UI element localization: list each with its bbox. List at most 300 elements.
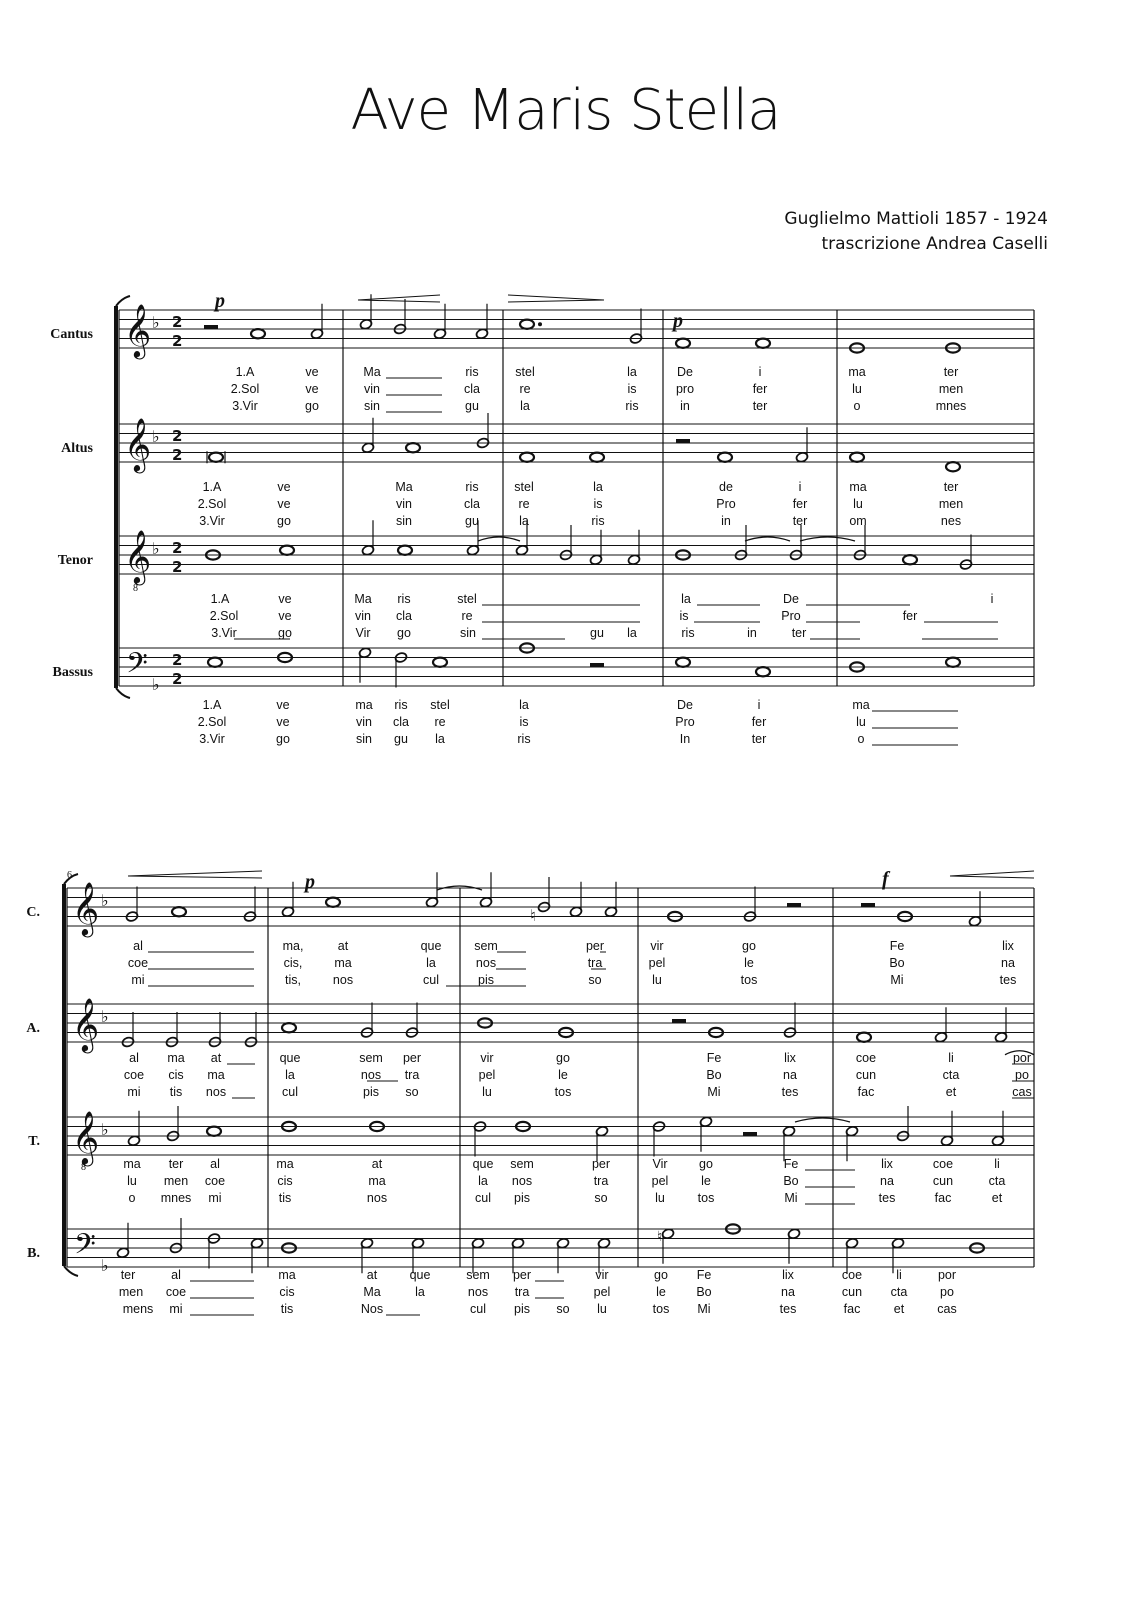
lyric-cantus-verse3: o bbox=[853, 399, 861, 413]
composer-line: Guglielmo Mattioli 1857 - 1924 bbox=[784, 209, 1048, 229]
lyric-altus-verse2: men bbox=[938, 497, 964, 511]
crescendo-hairpin bbox=[358, 295, 440, 300]
lyric-cantus-verse3: mnes bbox=[935, 399, 967, 413]
tenor-octave-mark: 8 bbox=[81, 1162, 86, 1173]
lyric-altus-verse2: ma bbox=[207, 1068, 225, 1082]
lyric-altus-verse2: lu bbox=[853, 497, 863, 511]
lyric-altus-verse2: le bbox=[558, 1068, 568, 1082]
lyric-altus-verse2: cun bbox=[855, 1068, 877, 1082]
treble-clef-icon: 𝄞 bbox=[124, 529, 152, 583]
lyric-bassus-verse2: ve bbox=[276, 715, 290, 729]
key-flat-icon: ♭ bbox=[152, 675, 160, 694]
time-signature-bottom: 2 bbox=[172, 670, 183, 688]
lyric-bassus-verse2: 2.Sol bbox=[197, 715, 227, 729]
lyric-altus-verse1: at bbox=[210, 1051, 222, 1065]
lyric-bassus-verse3: tos bbox=[652, 1302, 670, 1316]
lyric-altus-verse3: tos bbox=[554, 1085, 572, 1099]
lyric-bassus-verse2: na bbox=[781, 1285, 795, 1299]
lyric-altus-verse1: que bbox=[279, 1051, 301, 1065]
lyric-cantus-verse2: ma bbox=[334, 956, 352, 970]
lyric-cantus-verse1: lix bbox=[1002, 939, 1014, 953]
whole-note bbox=[520, 453, 534, 462]
lyric-bassus-verse2: la bbox=[415, 1285, 425, 1299]
lyric-bassus-verse3: tis bbox=[280, 1302, 294, 1316]
half-rest bbox=[676, 439, 690, 443]
tie bbox=[795, 1118, 850, 1122]
lyric-bassus-verse2: cta bbox=[890, 1285, 908, 1299]
lyric-bassus-verse3: ris bbox=[517, 732, 531, 746]
lyric-altus-verse2: pel bbox=[478, 1068, 496, 1082]
lyric-cantus-verse3: tes bbox=[999, 973, 1017, 987]
lyric-tenor-verse2: pel bbox=[651, 1174, 669, 1188]
lyric-altus-verse1: lix bbox=[784, 1051, 796, 1065]
lyric-bassus-verse2: cis bbox=[279, 1285, 295, 1299]
lyric-cantus-verse2: cla bbox=[464, 382, 480, 396]
lyric-tenor-verse2: men bbox=[163, 1174, 189, 1188]
crescendo-hairpin bbox=[128, 876, 262, 878]
lyric-bassus-verse1: ma bbox=[852, 698, 870, 712]
lyric-bassus-verse1: lix bbox=[782, 1268, 794, 1282]
lyric-tenor-verse1: at bbox=[371, 1157, 383, 1171]
lyric-bassus-verse1: ris bbox=[394, 698, 408, 712]
lyric-bassus-verse1: sem bbox=[466, 1268, 490, 1282]
lyric-cantus-verse3: in bbox=[680, 399, 690, 413]
lyric-bassus-verse1: por bbox=[937, 1268, 957, 1282]
tenor-octave-mark: 8 bbox=[133, 583, 138, 594]
lyric-cantus-verse2: 2.Sol bbox=[230, 382, 260, 396]
lyric-bassus-verse3: la bbox=[435, 732, 445, 746]
lyric-bassus-verse3: In bbox=[679, 732, 691, 746]
lyric-bassus-verse3: sin bbox=[356, 732, 372, 746]
lyric-altus-verse1: per bbox=[402, 1051, 422, 1065]
lyric-cantus-verse1: ris bbox=[465, 365, 479, 379]
lyric-bassus-verse1: go bbox=[654, 1268, 668, 1282]
lyric-altus-verse3: Mi bbox=[707, 1085, 721, 1099]
lyric-tenor-verse2: re bbox=[461, 609, 473, 623]
lyric-tenor-verse1: go bbox=[699, 1157, 713, 1171]
lyric-tenor-verse3: la bbox=[627, 626, 637, 640]
lyric-tenor-verse1: la bbox=[681, 592, 691, 606]
lyric-bassus-verse3: lu bbox=[597, 1302, 607, 1316]
lyric-cantus-verse3: ter bbox=[752, 399, 768, 413]
lyric-tenor-verse3: tos bbox=[697, 1191, 715, 1205]
lyric-cantus-verse3: go bbox=[305, 399, 319, 413]
lyric-cantus-verse1: al bbox=[133, 939, 143, 953]
lyric-cantus-verse1: que bbox=[420, 939, 442, 953]
whole-note bbox=[590, 453, 604, 462]
lyric-cantus-verse1: go bbox=[742, 939, 756, 953]
lyric-bassus-verse1: i bbox=[757, 698, 761, 712]
lyric-cantus-verse3: tis, bbox=[285, 973, 301, 987]
lyric-tenor-verse3: gu bbox=[590, 626, 604, 640]
lyric-bassus-verse1: ve bbox=[276, 698, 290, 712]
lyric-tenor-verse2: cta bbox=[988, 1174, 1006, 1188]
lyric-bassus-verse1: que bbox=[409, 1268, 431, 1282]
lyric-bassus-verse2: coe bbox=[165, 1285, 187, 1299]
lyric-cantus-verse2: ve bbox=[305, 382, 319, 396]
lyric-altus-verse3: et bbox=[945, 1085, 957, 1099]
lyric-tenor-verse2: 2.Sol bbox=[209, 609, 239, 623]
lyric-tenor-verse2: lu bbox=[127, 1174, 137, 1188]
lyric-tenor-verse2: coe bbox=[204, 1174, 226, 1188]
lyric-bassus-verse1: al bbox=[171, 1268, 181, 1282]
lyric-altus-verse2: na bbox=[783, 1068, 797, 1082]
lyric-bassus-verse1: ma bbox=[278, 1268, 296, 1282]
lyric-tenor-verse2: la bbox=[478, 1174, 488, 1188]
lyric-cantus-verse1: Fe bbox=[889, 939, 905, 953]
decrescendo-hairpin bbox=[508, 295, 604, 300]
lyric-bassus-verse3: ter bbox=[751, 732, 767, 746]
lyric-bassus-verse3: fac bbox=[843, 1302, 861, 1316]
lyric-bassus-verse2: tra bbox=[514, 1285, 530, 1299]
lyric-bassus-verse2: cun bbox=[841, 1285, 863, 1299]
lyric-tenor-verse1: al bbox=[210, 1157, 220, 1171]
tie bbox=[478, 537, 520, 541]
lyric-bassus-verse3: mens bbox=[122, 1302, 154, 1316]
lyric-tenor-verse2: cis bbox=[277, 1174, 293, 1188]
voice-label-short: T. bbox=[28, 1134, 40, 1149]
dot bbox=[538, 322, 542, 326]
key-flat-icon: ♭ bbox=[152, 427, 160, 446]
lyric-cantus-verse1: i bbox=[758, 365, 762, 379]
lyric-bassus-verse3: o bbox=[857, 732, 865, 746]
natural-accidental-icon: ♮ bbox=[657, 1229, 663, 1245]
transcriber-line: trascrizione Andrea Caselli bbox=[821, 234, 1048, 254]
half-rest bbox=[590, 663, 604, 667]
lyric-cantus-verse1: vir bbox=[650, 939, 664, 953]
lyric-bassus-verse3: cul bbox=[470, 1302, 486, 1316]
lyric-tenor-verse1: Fe bbox=[783, 1157, 799, 1171]
lyric-tenor-verse2: ve bbox=[278, 609, 292, 623]
lyric-bassus-verse1: Fe bbox=[696, 1268, 712, 1282]
lyric-altus-verse1: 1.A bbox=[202, 480, 222, 494]
half-rest bbox=[204, 325, 218, 329]
lyric-bassus-verse2: re bbox=[434, 715, 446, 729]
lyric-tenor-verse2: ma bbox=[368, 1174, 386, 1188]
lyric-altus-verse1: Fe bbox=[706, 1051, 722, 1065]
lyric-tenor-verse2: tra bbox=[593, 1174, 609, 1188]
lyric-cantus-verse3: la bbox=[520, 399, 530, 413]
lyric-bassus-verse3: gu bbox=[394, 732, 408, 746]
lyric-bassus-verse2: nos bbox=[467, 1285, 489, 1299]
lyric-tenor-verse3: tes bbox=[878, 1191, 896, 1205]
lyric-tenor-verse3: cul bbox=[475, 1191, 491, 1205]
lyric-bassus-verse3: go bbox=[276, 732, 290, 746]
lyric-altus-verse2: coe bbox=[123, 1068, 145, 1082]
lyric-cantus-verse2: fer bbox=[752, 382, 768, 396]
lyric-altus-verse3: fac bbox=[857, 1085, 875, 1099]
tie bbox=[745, 537, 790, 541]
lyric-bassus-verse1: per bbox=[512, 1268, 532, 1282]
lyric-bassus-verse2: vin bbox=[356, 715, 372, 729]
lyric-altus-verse2: cta bbox=[942, 1068, 960, 1082]
lyric-cantus-verse2: cis, bbox=[283, 956, 303, 970]
lyric-bassus-verse2: po bbox=[940, 1285, 954, 1299]
time-signature-bottom: 2 bbox=[172, 332, 183, 350]
lyric-altus-verse3: tis bbox=[169, 1085, 183, 1099]
lyric-tenor-verse1: stel bbox=[457, 592, 477, 606]
whole-note bbox=[406, 443, 420, 452]
lyric-tenor-verse2: cla bbox=[396, 609, 412, 623]
lyric-cantus-verse3: ris bbox=[625, 399, 639, 413]
lyric-cantus-verse3: lu bbox=[652, 973, 662, 987]
lyric-bassus-verse1: coe bbox=[841, 1268, 863, 1282]
voice-label-short: A. bbox=[26, 1021, 40, 1036]
lyric-tenor-verse1: i bbox=[990, 592, 994, 606]
treble-clef-icon: 𝄞 bbox=[124, 417, 152, 471]
lyric-altus-verse2: cla bbox=[464, 497, 480, 511]
lyric-tenor-verse2: vin bbox=[355, 609, 371, 623]
lyric-altus-verse3: la bbox=[519, 514, 529, 528]
half-rest bbox=[743, 1132, 757, 1136]
lyric-bassus-verse3: cas bbox=[937, 1302, 957, 1316]
breve-note bbox=[209, 453, 223, 462]
lyric-altus-verse3: nos bbox=[205, 1085, 227, 1099]
lyric-cantus-verse2: na bbox=[1001, 956, 1015, 970]
key-flat-icon: ♭ bbox=[101, 891, 109, 910]
lyric-bassus-verse1: li bbox=[896, 1268, 902, 1282]
lyric-bassus-verse3: et bbox=[893, 1302, 905, 1316]
lyric-bassus-verse1: ma bbox=[355, 698, 373, 712]
lyric-cantus-verse1: ma bbox=[848, 365, 866, 379]
whole-note bbox=[756, 339, 770, 348]
lyric-tenor-verse3: et bbox=[991, 1191, 1003, 1205]
lyric-bassus-verse2: is bbox=[519, 715, 529, 729]
lyric-altus-verse3: in bbox=[721, 514, 731, 528]
lyric-tenor-verse3: tis bbox=[278, 1191, 292, 1205]
time-signature-top: 2 bbox=[172, 313, 183, 331]
lyric-cantus-verse2: le bbox=[744, 956, 754, 970]
lyric-tenor-verse1: De bbox=[783, 592, 799, 606]
lyric-altus-verse2: cis bbox=[168, 1068, 184, 1082]
time-signature-top: 2 bbox=[172, 539, 183, 557]
lyric-tenor-verse1: ma bbox=[123, 1157, 141, 1171]
lyric-cantus-verse3: so bbox=[588, 973, 602, 987]
lyric-altus-verse1: stel bbox=[514, 480, 534, 494]
lyric-bassus-verse2: Bo bbox=[696, 1285, 712, 1299]
lyric-cantus-verse2: nos bbox=[475, 956, 497, 970]
lyric-cantus-verse1: at bbox=[337, 939, 349, 953]
lyric-altus-verse1: al bbox=[129, 1051, 139, 1065]
lyric-cantus-verse2: pro bbox=[675, 382, 695, 396]
whole-note bbox=[857, 1033, 871, 1042]
lyric-cantus-verse2: re bbox=[519, 382, 531, 396]
voice-label-bassus: Bassus bbox=[52, 665, 93, 680]
treble-clef-icon: 𝄞 bbox=[72, 881, 100, 935]
lyric-altus-verse2: Pro bbox=[716, 497, 736, 511]
lyric-tenor-verse2: cun bbox=[932, 1174, 954, 1188]
lyric-cantus-verse3: gu bbox=[465, 399, 479, 413]
voice-label-cantus: Cantus bbox=[50, 327, 93, 342]
bass-clef-icon: 𝄢 bbox=[74, 1228, 96, 1268]
lyric-cantus-verse2: men bbox=[938, 382, 964, 396]
lyric-bassus-verse1: 1.A bbox=[202, 698, 222, 712]
lyric-tenor-verse1: per bbox=[591, 1157, 611, 1171]
lyric-tenor-verse3: Vir bbox=[355, 626, 371, 640]
key-flat-icon: ♭ bbox=[152, 313, 160, 332]
lyric-bassus-verse2: lu bbox=[856, 715, 866, 729]
whole-note bbox=[433, 658, 447, 667]
lyric-tenor-verse3: fac bbox=[934, 1191, 952, 1205]
lyric-altus-verse1: la bbox=[593, 480, 603, 494]
lyric-tenor-verse1: ter bbox=[168, 1157, 184, 1171]
lyric-altus-verse1: ris bbox=[465, 480, 479, 494]
lyric-tenor-verse3: so bbox=[594, 1191, 608, 1205]
time-signature-bottom: 2 bbox=[172, 446, 183, 464]
treble-clef-icon: 𝄞 bbox=[72, 1110, 100, 1164]
lyric-bassus-verse3: pis bbox=[514, 1302, 530, 1316]
whole-note bbox=[718, 453, 732, 462]
lyric-tenor-verse2: nos bbox=[511, 1174, 533, 1188]
lyric-altus-verse3: mi bbox=[127, 1085, 141, 1099]
lyric-altus-verse3: gu bbox=[465, 514, 479, 528]
lyric-altus-verse1: por bbox=[1012, 1051, 1032, 1065]
lyric-altus-verse2: la bbox=[285, 1068, 295, 1082]
lyric-tenor-verse1: que bbox=[472, 1157, 494, 1171]
system-bracket-bottom bbox=[116, 688, 130, 698]
key-flat-icon: ♭ bbox=[101, 1256, 109, 1275]
half-rest bbox=[672, 1019, 686, 1023]
lyric-altus-verse1: Ma bbox=[395, 480, 413, 494]
crescendo-hairpin bbox=[950, 876, 1034, 878]
lyric-tenor-verse1: ve bbox=[278, 592, 292, 606]
lyric-bassus-verse3: 3.Vir bbox=[199, 732, 225, 746]
whole-note bbox=[326, 898, 340, 907]
treble-clef-icon: 𝄞 bbox=[124, 303, 152, 357]
whole-note bbox=[208, 658, 222, 667]
half-rest bbox=[861, 903, 875, 907]
lyric-tenor-verse2: Pro bbox=[781, 609, 801, 623]
lyric-tenor-verse3: lu bbox=[655, 1191, 665, 1205]
lyric-bassus-verse2: pel bbox=[593, 1285, 611, 1299]
lyric-altus-verse3: so bbox=[405, 1085, 419, 1099]
lyric-tenor-verse1: ma bbox=[276, 1157, 294, 1171]
dynamic-forte: f bbox=[882, 868, 889, 890]
lyric-tenor-verse3: go bbox=[397, 626, 411, 640]
lyric-cantus-verse2: vin bbox=[364, 382, 380, 396]
lyric-cantus-verse3: tos bbox=[740, 973, 758, 987]
lyric-altus-verse3: om bbox=[849, 514, 867, 528]
half-rest bbox=[787, 903, 801, 907]
lyric-altus-verse1: i bbox=[798, 480, 802, 494]
lyric-bassus-verse1: De bbox=[677, 698, 693, 712]
whole-note bbox=[756, 667, 770, 676]
lyric-cantus-verse2: coe bbox=[127, 956, 149, 970]
lyric-tenor-verse1: Ma bbox=[354, 592, 372, 606]
lyric-altus-verse1: li bbox=[948, 1051, 954, 1065]
lyric-cantus-verse1: per bbox=[585, 939, 605, 953]
lyric-tenor-verse1: li bbox=[994, 1157, 1000, 1171]
lyric-tenor-verse3: mi bbox=[208, 1191, 222, 1205]
lyric-bassus-verse2: cla bbox=[393, 715, 409, 729]
lyric-tenor-verse2: na bbox=[880, 1174, 894, 1188]
lyric-cantus-verse3: cul bbox=[423, 973, 439, 987]
lyric-altus-verse2: ve bbox=[277, 497, 291, 511]
lyric-altus-verse3: sin bbox=[396, 514, 412, 528]
lyric-altus-verse3: pis bbox=[363, 1085, 379, 1099]
lyric-altus-verse2: is bbox=[593, 497, 603, 511]
lyric-altus-verse3: go bbox=[277, 514, 291, 528]
lyric-bassus-verse3: mi bbox=[169, 1302, 183, 1316]
crescendo-hairpin bbox=[128, 871, 262, 876]
key-flat-icon: ♭ bbox=[101, 1120, 109, 1139]
lyric-bassus-verse1: la bbox=[519, 698, 529, 712]
lyric-tenor-verse3: o bbox=[128, 1191, 136, 1205]
whole-note bbox=[280, 546, 294, 555]
lyric-tenor-verse3: go bbox=[278, 626, 292, 640]
treble-clef-icon: 𝄞 bbox=[72, 997, 100, 1051]
lyric-cantus-verse3: 3.Vir bbox=[232, 399, 258, 413]
whole-note bbox=[251, 329, 265, 338]
lyric-tenor-verse1: coe bbox=[932, 1157, 954, 1171]
lyric-bassus-verse1: stel bbox=[430, 698, 450, 712]
lyric-tenor-verse1: sem bbox=[510, 1157, 534, 1171]
lyric-cantus-verse2: is bbox=[627, 382, 637, 396]
lyric-altus-verse2: Bo bbox=[706, 1068, 722, 1082]
lyric-tenor-verse2: Bo bbox=[783, 1174, 799, 1188]
lyric-bassus-verse3: Mi bbox=[697, 1302, 711, 1316]
whole-note bbox=[398, 546, 412, 555]
lyric-cantus-verse1: De bbox=[677, 365, 693, 379]
whole-note bbox=[282, 1023, 296, 1032]
natural-accidental-icon: ♮ bbox=[530, 906, 536, 925]
tie bbox=[800, 537, 855, 541]
whole-note bbox=[903, 555, 917, 564]
lyric-tenor-verse3: mnes bbox=[160, 1191, 192, 1205]
voice-label-altus: Altus bbox=[61, 441, 93, 456]
lyric-bassus-verse2: fer bbox=[751, 715, 767, 729]
lyric-tenor-verse3: 3.Vir bbox=[211, 626, 237, 640]
time-signature-bottom: 2 bbox=[172, 558, 183, 576]
lyric-tenor-verse2: le bbox=[701, 1174, 711, 1188]
lyric-altus-verse1: vir bbox=[480, 1051, 494, 1065]
lyric-altus-verse1: de bbox=[719, 480, 733, 494]
time-signature-top: 2 bbox=[172, 427, 183, 445]
key-flat-icon: ♭ bbox=[152, 539, 160, 558]
whole-note bbox=[207, 1127, 221, 1136]
lyric-bassus-verse2: le bbox=[656, 1285, 666, 1299]
lyric-tenor-verse3: in bbox=[747, 626, 757, 640]
lyric-bassus-verse1: ter bbox=[120, 1268, 136, 1282]
lyric-cantus-verse3: mi bbox=[131, 973, 145, 987]
whole-note bbox=[172, 907, 186, 916]
lyric-altus-verse3: cul bbox=[282, 1085, 298, 1099]
lyric-cantus-verse2: pel bbox=[648, 956, 666, 970]
lyric-tenor-verse3: ter bbox=[791, 626, 807, 640]
lyric-cantus-verse1: Ma bbox=[363, 365, 381, 379]
dynamic-piano: p bbox=[305, 871, 315, 893]
time-signature-top: 2 bbox=[172, 651, 183, 669]
voice-label-short: B. bbox=[27, 1246, 40, 1261]
lyric-altus-verse3: tes bbox=[781, 1085, 799, 1099]
page-title: Ave Maris Stella bbox=[350, 78, 781, 143]
lyric-bassus-verse3: Nos bbox=[360, 1302, 384, 1316]
lyric-cantus-verse3: sin bbox=[364, 399, 380, 413]
lyric-altus-verse3: ter bbox=[792, 514, 808, 528]
whole-note bbox=[850, 453, 864, 462]
lyric-tenor-verse3: Mi bbox=[784, 1191, 798, 1205]
lyric-cantus-verse2: Bo bbox=[889, 956, 905, 970]
lyric-bassus-verse2: men bbox=[118, 1285, 144, 1299]
lyric-altus-verse1: coe bbox=[855, 1051, 877, 1065]
voice-label-tenor: Tenor bbox=[57, 553, 93, 568]
dynamic-piano: p bbox=[215, 290, 225, 312]
whole-note bbox=[520, 320, 534, 329]
whole-note bbox=[946, 658, 960, 667]
lyric-altus-verse3: 3.Vir bbox=[199, 514, 225, 528]
lyric-bassus-verse3: so bbox=[556, 1302, 570, 1316]
lyric-cantus-verse1: stel bbox=[515, 365, 535, 379]
